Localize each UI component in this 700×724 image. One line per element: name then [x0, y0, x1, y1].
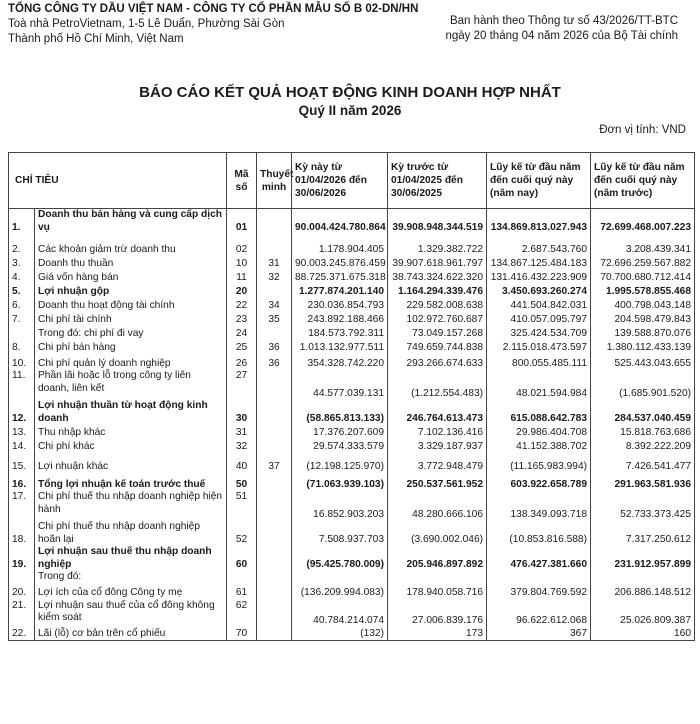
- row-value-ytd-prior-year: 206.886.148.512: [591, 584, 695, 600]
- report-title: BÁO CÁO KẾT QUẢ HOẠT ĐỘNG KINH DOANH HỢP NHẤT: [139, 84, 561, 101]
- row-value-ytd-prior-year: 400.798.043.148: [591, 298, 695, 312]
- table-row: [9, 600, 695, 628]
- row-value-ytd-prior-year: 139.588.870.076: [591, 326, 695, 340]
- row-number: 16.: [9, 473, 35, 491]
- row-label: Doanh thu hoạt động tài chính: [35, 298, 227, 312]
- row-note: 36: [257, 340, 292, 354]
- row-value-prior-period: 1.164.294.339.476: [388, 284, 487, 298]
- row-value-ytd-prior-year: 231.912.957.899: [591, 546, 695, 571]
- row-value-prior-period: 178.940.058.716: [388, 584, 487, 600]
- row-number: 19.: [9, 546, 35, 571]
- row-note: [257, 628, 292, 641]
- row-value-this-period: (136.209.994.083): [292, 584, 388, 600]
- row-value-ytd-this-year: 379.804.769.592: [487, 584, 591, 600]
- table-row: [9, 546, 695, 571]
- row-code: 01: [227, 209, 257, 235]
- regulation-line1: Ban hành theo Thông tư số 43/2026/TT-BTC: [449, 15, 678, 27]
- row-number: 13.: [9, 425, 35, 439]
- table-row: [9, 354, 695, 370]
- row-number: 22.: [9, 628, 35, 641]
- row-value-prior-period: 102.972.760.687: [388, 312, 487, 326]
- row-value-ytd-prior-year: 72.696.259.567.882: [591, 256, 695, 270]
- row-value-prior-period: 293.266.674.633: [388, 354, 487, 370]
- row-value-prior-period: 73.049.157.268: [388, 326, 487, 340]
- row-note: 37: [257, 453, 292, 473]
- row-value-this-period: (71.063.939.103): [292, 473, 388, 491]
- table-row: [9, 340, 695, 354]
- row-note: [257, 571, 292, 584]
- row-note: [257, 400, 292, 425]
- row-note: 35: [257, 312, 292, 326]
- row-code: 52: [227, 521, 257, 546]
- row-note: [257, 473, 292, 491]
- table-row: [9, 439, 695, 453]
- row-value-this-period: (12.198.125.970): [292, 453, 388, 473]
- row-value-this-period: [292, 571, 388, 584]
- row-value-prior-period: 7.102.136.416: [388, 425, 487, 439]
- table-row: [9, 256, 695, 270]
- row-value-this-period: 184.573.792.311: [292, 326, 388, 340]
- report-period: Quý II năm 2026: [298, 103, 402, 118]
- table-row: [9, 312, 695, 326]
- row-value-ytd-this-year: 476.427.381.660: [487, 546, 591, 571]
- row-number: 15.: [9, 453, 35, 473]
- row-value-this-period: (132): [292, 628, 388, 641]
- row-value-ytd-prior-year: 204.598.479.843: [591, 312, 695, 326]
- row-value-prior-period: 38.743.324.622.320: [388, 270, 487, 284]
- row-value-ytd-this-year: 2.115.018.473.597: [487, 340, 591, 354]
- col-header-ytd-prior-year: Lũy kế từ đầu năm đến cuối quý này (năm trước): [591, 153, 695, 209]
- row-note: 34: [257, 298, 292, 312]
- row-code: 26: [227, 354, 257, 370]
- table-row: [9, 270, 695, 284]
- row-value-this-period: (95.425.780.009): [292, 546, 388, 571]
- row-note: 36: [257, 354, 292, 370]
- row-value-ytd-this-year: 800.055.485.111: [487, 354, 591, 370]
- row-label: Lợi nhuận gộp: [35, 284, 227, 298]
- table-row: [9, 234, 695, 256]
- row-label: Trong đó: chi phí đi vay: [35, 326, 227, 340]
- row-number: 8.: [9, 340, 35, 354]
- row-label: Lợi nhuận thuần từ hoạt động kinh doanh: [35, 400, 227, 425]
- row-value-this-period: 1.277.874.201.140: [292, 284, 388, 298]
- row-value-prior-period: 250.537.561.952: [388, 473, 487, 491]
- row-number: [9, 571, 35, 584]
- row-value-this-period: 354.328.742.220: [292, 354, 388, 370]
- col-header-this-period: Kỳ này từ 01/04/2026 đến 30/06/2026: [292, 153, 388, 209]
- row-value-this-period: 17.376.207.609: [292, 425, 388, 439]
- row-value-ytd-prior-year: (1.685.901.520): [591, 370, 695, 400]
- row-value-prior-period: 39.907.618.961.797: [388, 256, 487, 270]
- row-number: 2.: [9, 234, 35, 256]
- row-value-this-period: 1.178.904.405: [292, 234, 388, 256]
- row-note: [257, 546, 292, 571]
- table-row: [9, 370, 695, 400]
- row-value-ytd-prior-year: 284.537.040.459: [591, 400, 695, 425]
- row-value-ytd-this-year: 441.504.842.031: [487, 298, 591, 312]
- row-code: 51: [227, 491, 257, 521]
- row-number: 5.: [9, 284, 35, 298]
- table-row: [9, 400, 695, 425]
- row-value-ytd-prior-year: 7.426.541.477: [591, 453, 695, 473]
- row-code: 30: [227, 400, 257, 425]
- table-row: [9, 628, 695, 641]
- row-value-ytd-prior-year: 7.317.250.612: [591, 521, 695, 546]
- col-header-item: CHỈ TIÊU: [9, 153, 227, 209]
- row-value-prior-period: 39.908.948.344.519: [388, 209, 487, 235]
- row-number: [9, 326, 35, 340]
- row-value-ytd-prior-year: 525.443.043.655: [591, 354, 695, 370]
- row-label: Chi phí khác: [35, 439, 227, 453]
- row-value-this-period: 88.725.371.675.318: [292, 270, 388, 284]
- row-label: Tổng lợi nhuận kế toán trước thuế: [35, 473, 227, 491]
- table-row: [9, 425, 695, 439]
- table-row: [9, 209, 695, 235]
- row-value-ytd-this-year: 131.416.432.223.909: [487, 270, 591, 284]
- col-header-code: Mã số: [227, 153, 257, 209]
- row-value-ytd-prior-year: 15.818.763.686: [591, 425, 695, 439]
- row-note: [257, 326, 292, 340]
- row-number: 18.: [9, 521, 35, 546]
- company-address-line2: Thành phố Hồ Chí Minh, Việt Nam: [8, 33, 184, 45]
- row-code: 02: [227, 234, 257, 256]
- row-code: 32: [227, 439, 257, 453]
- row-value-ytd-prior-year: [591, 571, 695, 584]
- company-header: [8, 2, 418, 47]
- row-value-ytd-this-year: 134.869.813.027.943: [487, 209, 591, 235]
- income-statement-table: [8, 152, 695, 641]
- row-number: 17.: [9, 491, 35, 521]
- row-value-ytd-prior-year: 3.208.439.341: [591, 234, 695, 256]
- row-label: Chi phí thuế thu nhập doanh nghiệp hiện hành: [35, 491, 227, 521]
- row-code: 27: [227, 370, 257, 400]
- row-value-ytd-this-year: 41.152.388.702: [487, 439, 591, 453]
- row-label: Lợi nhuận khác: [35, 453, 227, 473]
- col-header-note: Thuyết minh: [257, 153, 292, 209]
- row-value-ytd-this-year: 615.088.642.783: [487, 400, 591, 425]
- row-label: Thu nhập khác: [35, 425, 227, 439]
- company-name: TỔNG CÔNG TY DẦU VIỆT NAM - CÔNG TY CỔ PHẦN MẪU SỐ B 02-DN/HN: [8, 3, 419, 15]
- company-address-line1: Toà nhà PetroVietnam, 1-5 Lê Duẩn, Phường Sài Gòn: [8, 18, 285, 30]
- row-value-prior-period: 27.006.839.176: [388, 600, 487, 628]
- row-value-ytd-prior-year: 1.380.112.433.139: [591, 340, 695, 354]
- row-value-ytd-prior-year: 70.700.680.712.414: [591, 270, 695, 284]
- row-value-ytd-prior-year: 291.963.581.936: [591, 473, 695, 491]
- row-value-this-period: (58.865.813.133): [292, 400, 388, 425]
- regulation-header: [445, 14, 678, 44]
- row-value-prior-period: 1.329.382.722: [388, 234, 487, 256]
- row-label: Chi phí bán hàng: [35, 340, 227, 354]
- row-value-this-period: 1.013.132.977.511: [292, 340, 388, 354]
- row-label: Lợi ích của cổ đông Công ty mẹ: [35, 584, 227, 600]
- row-note: [257, 209, 292, 235]
- row-label: Lợi nhuận sau thuế của cổ đông không kiểm soát: [35, 600, 227, 628]
- row-value-ytd-this-year: 48.021.594.984: [487, 370, 591, 400]
- row-note: [257, 439, 292, 453]
- row-number: 4.: [9, 270, 35, 284]
- row-value-ytd-prior-year: 8.392.222.209: [591, 439, 695, 453]
- table-row: [9, 284, 695, 298]
- row-number: 12.: [9, 400, 35, 425]
- row-value-this-period: 16.852.903.203: [292, 491, 388, 521]
- row-number: 11.: [9, 370, 35, 400]
- row-value-prior-period: (3.690.002.046): [388, 521, 487, 546]
- row-code: 70: [227, 628, 257, 641]
- row-value-ytd-this-year: 367: [487, 628, 591, 641]
- col-header-ytd-this-year: Lũy kế từ đầu năm đến cuối quý này (năm nay): [487, 153, 591, 209]
- row-value-this-period: 230.036.854.793: [292, 298, 388, 312]
- row-number: 1.: [9, 209, 35, 235]
- row-value-ytd-prior-year: 52.733.373.425: [591, 491, 695, 521]
- row-value-ytd-this-year: 29.986.404.708: [487, 425, 591, 439]
- row-note: 31: [257, 256, 292, 270]
- row-number: 6.: [9, 298, 35, 312]
- row-value-this-period: 44.577.039.131: [292, 370, 388, 400]
- row-code: 23: [227, 312, 257, 326]
- row-note: [257, 521, 292, 546]
- row-value-prior-period: 749.659.744.838: [388, 340, 487, 354]
- row-value-ytd-this-year: 603.922.658.789: [487, 473, 591, 491]
- currency-unit: Đơn vị tính: VND: [599, 124, 686, 136]
- row-value-prior-period: 229.582.008.638: [388, 298, 487, 312]
- row-code: 11: [227, 270, 257, 284]
- row-label: Lãi (lỗ) cơ bản trên cổ phiếu: [35, 628, 227, 641]
- row-code: 31: [227, 425, 257, 439]
- row-value-ytd-this-year: 3.450.693.260.274: [487, 284, 591, 298]
- row-code: 61: [227, 584, 257, 600]
- row-note: [257, 584, 292, 600]
- row-value-this-period: 29.574.333.579: [292, 439, 388, 453]
- row-code: [227, 571, 257, 584]
- row-note: [257, 491, 292, 521]
- row-value-prior-period: 3.772.948.479: [388, 453, 487, 473]
- row-label: Chi phí quản lý doanh nghiệp: [35, 354, 227, 370]
- row-label: Giá vốn hàng bán: [35, 270, 227, 284]
- row-number: 21.: [9, 600, 35, 628]
- row-code: 10: [227, 256, 257, 270]
- row-code: 60: [227, 546, 257, 571]
- row-value-this-period: 7.508.937.703: [292, 521, 388, 546]
- table-row: [9, 453, 695, 473]
- row-label: Chi phí tài chính: [35, 312, 227, 326]
- row-value-ytd-prior-year: 160: [591, 628, 695, 641]
- row-note: [257, 600, 292, 628]
- row-code: 62: [227, 600, 257, 628]
- row-value-this-period: 40.784.214.074: [292, 600, 388, 628]
- row-label: Phần lãi hoặc lỗ trong công ty liên doanh, liên kết: [35, 370, 227, 400]
- row-value-this-period: 243.892.188.466: [292, 312, 388, 326]
- row-number: 14.: [9, 439, 35, 453]
- row-label: Doanh thu bán hàng và cung cấp dịch vụ: [35, 209, 227, 235]
- row-label: Trong đó:: [35, 571, 227, 584]
- row-label: Doanh thu thuần: [35, 256, 227, 270]
- row-value-ytd-this-year: 134.867.125.484.183: [487, 256, 591, 270]
- row-code: 24: [227, 326, 257, 340]
- regulation-line2: ngày 20 tháng 04 năm 2026 của Bộ Tài chính: [445, 30, 678, 42]
- row-value-this-period: 90.003.245.876.459: [292, 256, 388, 270]
- row-value-prior-period: 173: [388, 628, 487, 641]
- row-code: 20: [227, 284, 257, 298]
- row-value-ytd-this-year: 325.424.534.709: [487, 326, 591, 340]
- row-value-prior-period: (1.212.554.483): [388, 370, 487, 400]
- table-row: [9, 473, 695, 491]
- row-value-prior-period: [388, 571, 487, 584]
- row-value-ytd-this-year: 2.687.543.760: [487, 234, 591, 256]
- row-value-prior-period: 246.764.613.473: [388, 400, 487, 425]
- row-value-ytd-this-year: 96.622.612.068: [487, 600, 591, 628]
- row-code: 25: [227, 340, 257, 354]
- row-value-this-period: 90.004.424.780.864: [292, 209, 388, 235]
- table-row: [9, 571, 695, 584]
- row-number: 3.: [9, 256, 35, 270]
- table-header-row: [9, 153, 695, 209]
- row-label: Chi phí thuế thu nhập doanh nghiệp hoãn lại: [35, 521, 227, 546]
- table-row: [9, 298, 695, 312]
- row-value-ytd-this-year: 138.349.093.718: [487, 491, 591, 521]
- row-note: 32: [257, 270, 292, 284]
- table-row: [9, 326, 695, 340]
- row-number: 10.: [9, 354, 35, 370]
- table-row: [9, 491, 695, 521]
- col-header-prior-period: Kỳ trước từ 01/04/2025 đến 30/06/2025: [388, 153, 487, 209]
- row-value-ytd-prior-year: 25.026.809.387: [591, 600, 695, 628]
- row-label: Lợi nhuận sau thuế thu nhập doanh nghiệp: [35, 546, 227, 571]
- row-code: 22: [227, 298, 257, 312]
- row-label: Các khoản giảm trừ doanh thu: [35, 234, 227, 256]
- row-value-ytd-this-year: 410.057.095.797: [487, 312, 591, 326]
- table-row: [9, 584, 695, 600]
- row-number: 20.: [9, 584, 35, 600]
- table-row: [9, 521, 695, 546]
- row-value-ytd-this-year: (11.165.983.994): [487, 453, 591, 473]
- row-note: [257, 370, 292, 400]
- row-value-prior-period: 48.280.666.106: [388, 491, 487, 521]
- row-value-ytd-prior-year: 72.699.468.007.223: [591, 209, 695, 235]
- row-code: 50: [227, 473, 257, 491]
- row-code: 40: [227, 453, 257, 473]
- table-body: [9, 209, 695, 641]
- row-value-ytd-this-year: (10.853.816.588): [487, 521, 591, 546]
- row-note: [257, 425, 292, 439]
- row-note: [257, 284, 292, 298]
- row-value-prior-period: 3.329.187.937: [388, 439, 487, 453]
- row-value-ytd-this-year: [487, 571, 591, 584]
- row-value-ytd-prior-year: 1.995.578.855.468: [591, 284, 695, 298]
- row-value-prior-period: 205.946.897.892: [388, 546, 487, 571]
- row-number: 7.: [9, 312, 35, 326]
- row-note: [257, 234, 292, 256]
